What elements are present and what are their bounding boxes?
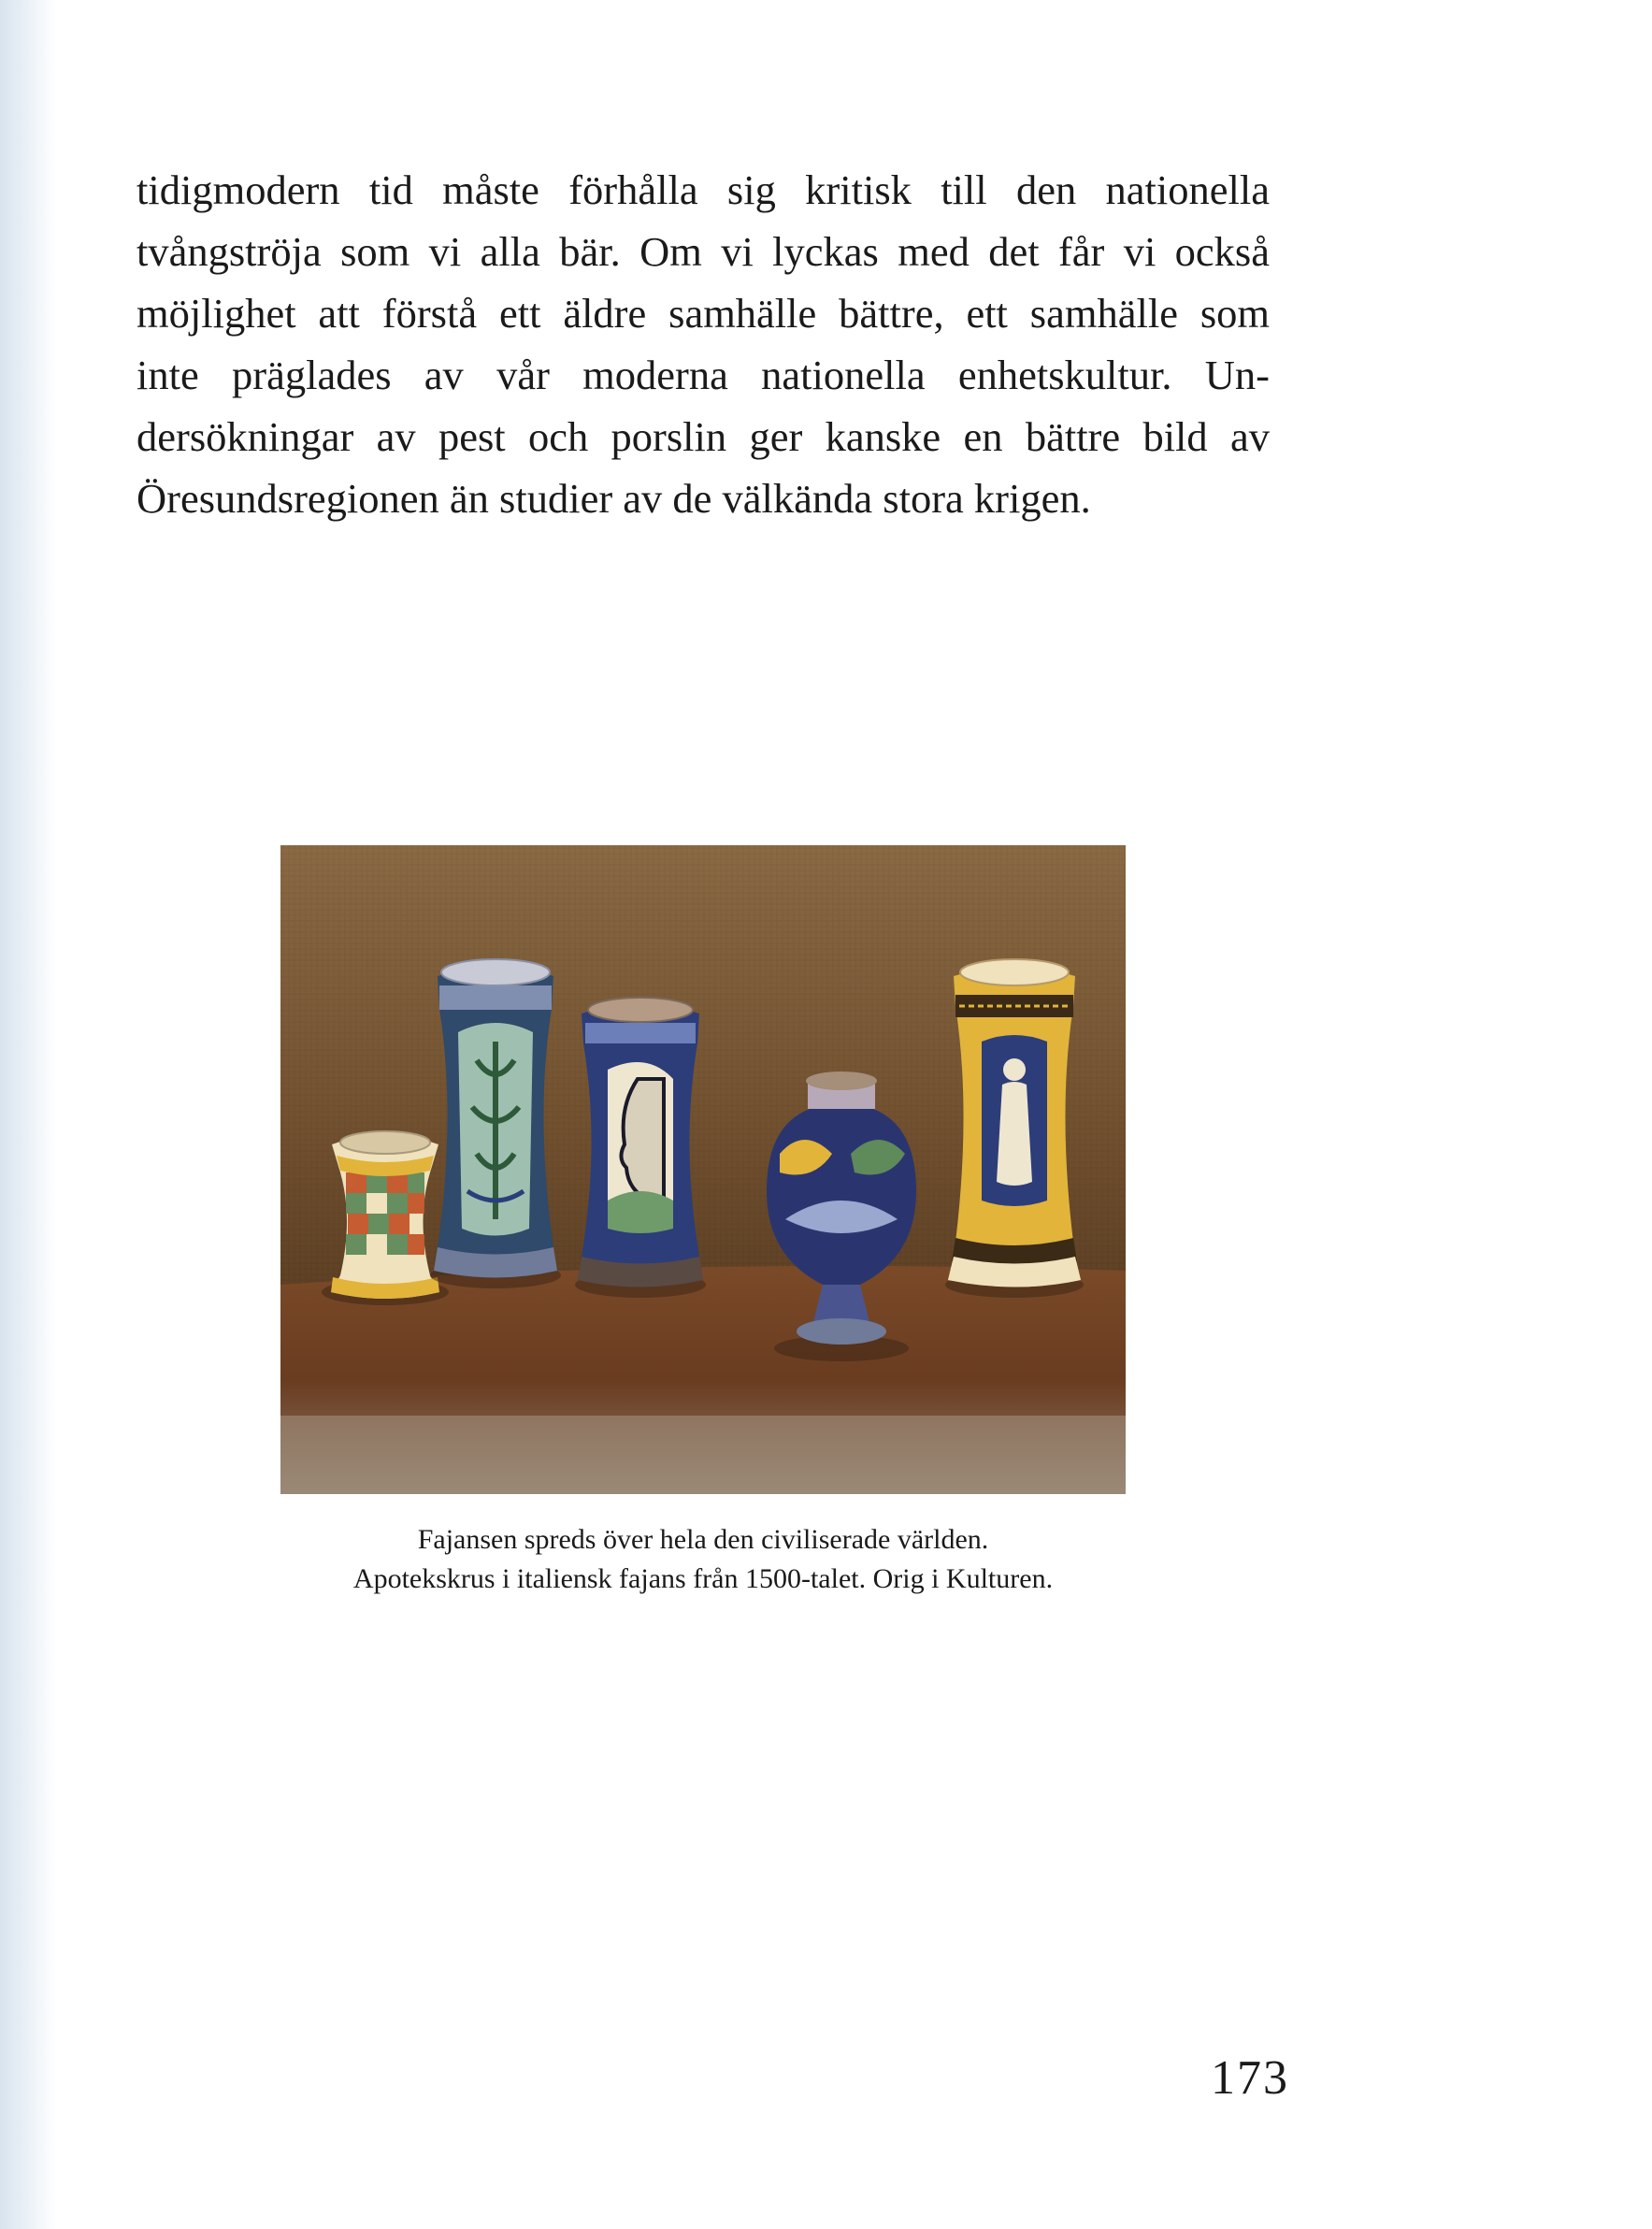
body-line: möjlighet att förstå ett äldre samhälle bättre, ett samhälle som xyxy=(136,290,1270,337)
body-line: tvångströja som vi alla bär. Om vi lyckas med det får vi också xyxy=(136,228,1270,275)
photo-apothecary-jars xyxy=(280,845,1126,1494)
jar-portrait xyxy=(575,998,706,1298)
body-line: Öresundsregionen än studier av de välkända stora krigen. xyxy=(136,475,1091,522)
jar-tree-pattern xyxy=(430,959,561,1288)
page-gutter-shadow xyxy=(0,0,56,2229)
caption-line: Apotekskrus i italiensk fajans från 1500-talet. Orig i Kulturen. xyxy=(352,1563,1054,1594)
body-line: tidigmodern tid måste förhålla sig kritisk till den nationella xyxy=(136,166,1270,213)
body-line: dersökningar av pest och porslin ger kanske en bättre bild av xyxy=(136,413,1270,460)
figure-caption xyxy=(234,1520,1172,1599)
jar-saint xyxy=(945,959,1084,1298)
body-paragraph xyxy=(136,159,1270,529)
page-number: 173 xyxy=(1211,2051,1289,2105)
caption-line: Fajansen spreds över hela den civiliserade världen. xyxy=(417,1524,989,1555)
body-line: inte präglades av vår moderna nationella enhetskultur. Un- xyxy=(136,352,1270,398)
